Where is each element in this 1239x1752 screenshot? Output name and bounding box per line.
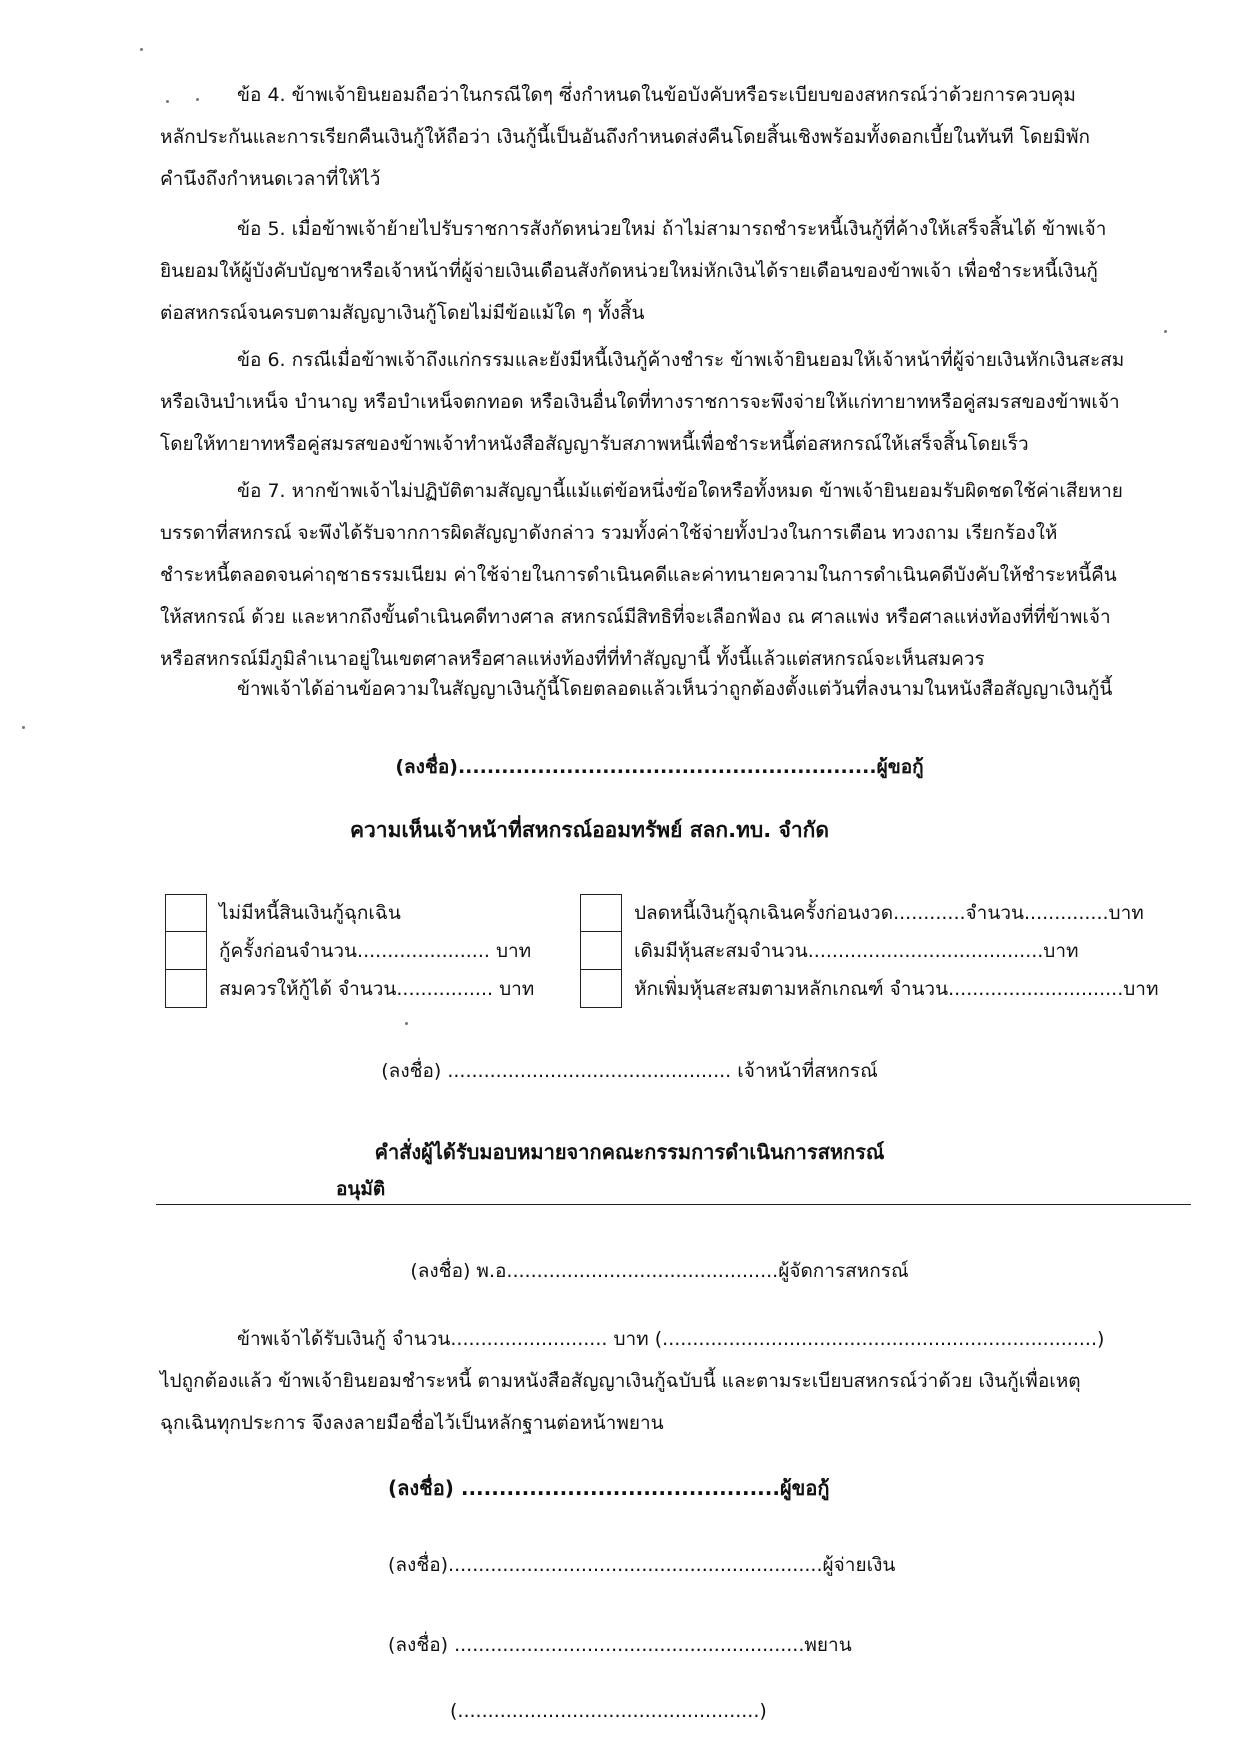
- borrower-final-signature: (ลงชื่อ) ..........................................ผู้ขอกู้: [388, 1476, 830, 1500]
- checkbox[interactable]: [165, 932, 207, 970]
- checkbox-label: กู้ครั้งก่อนจำนวน...................... บาท: [219, 940, 532, 962]
- witness-name-parenthesis: (..................................................): [450, 1700, 767, 1722]
- left-checkbox-group: [165, 894, 534, 1008]
- scan-speck: [1164, 330, 1167, 333]
- clause-line: ข้อ 5. เมื่อข้าพเจ้าย้ายไปรับราชการสังกัดหน่วยใหม่ ถ้าไม่สามารถชำระหนี้เงินกู้ที่ค้างให้เสร็จสิ้นได้ ข้าพเจ้า: [237, 218, 1107, 240]
- checkbox-label: เดิมมีหุ้นสะสมจำนวน.......................................บาท: [634, 940, 1079, 962]
- checkbox-row-extra-shares: [580, 970, 1159, 1008]
- checkbox[interactable]: [580, 970, 622, 1008]
- clause-line: ให้สหกรณ์ ด้วย และหากถึงขั้นดำเนินคดีทางศาล สหกรณ์มีสิทธิที่จะเลือกฟ้อง ณ ศาลแพ่ง หรือศาลแห่งท้องที่ที่ข้าพเจ้า: [160, 606, 1111, 628]
- clause-line: หรือสหกรณ์มีภูมิลำเนาอยู่ในเขตศาลหรือศาลแห่งท้องที่ที่ทำสัญญานี้ ทั้งนี้แล้วแต่สหกรณ์จะเห็นสมควร: [160, 648, 985, 670]
- checkbox-row-previous-loan: [165, 932, 534, 970]
- clause-5: [160, 208, 1200, 334]
- clause-line: ข้อ 6. กรณีเมื่อข้าพเจ้าถึงแก่กรรมและยังมีหนี้เงินกู้ค้างชำระ ข้าพเจ้ายินยอมให้เจ้าหน้าที่ผู้จ่ายเงินหักเงินสะสม: [237, 349, 1125, 371]
- checkbox[interactable]: [165, 970, 207, 1008]
- clause-line: หรือเงินบำเหน็จ บำนาญ หรือบำเหน็จตกทอด หรือเงินอื่นใดที่ทางราชการจะพึงจ่ายให้แก่ทายาทหรือคู่สมรสของข้าพเจ้า: [160, 391, 1120, 413]
- clause-line: ข้อ 4. ข้าพเจ้ายินยอมถือว่าในกรณีใดๆ ซึ่งกำหนดในข้อบังคับหรือระเบียบของสหกรณ์ว่าด้วยการควบคุม: [237, 84, 1076, 106]
- receipt-line: ไปถูกต้องแล้ว ข้าพเจ้ายินยอมชำระหนี้ ตามหนังสือสัญญาเงินกู้ฉบับนี้ และตามระเบียบสหกรณ์ว่าด้วย เงินกู้เพื่อเหตุ: [160, 1370, 1081, 1392]
- approval-rule: [156, 1204, 1191, 1205]
- checkbox-label: ปลดหนี้เงินกู้ฉุกเฉินครั้งก่อนงวด............จำนวน..............บาท: [634, 902, 1144, 924]
- clause-line: ต่อสหกรณ์จนครบตามสัญญาเงินกู้โดยไม่มีข้อแม้ใด ๆ ทั้งสิ้น: [160, 302, 645, 324]
- clause-line: บรรดาที่สหกรณ์ จะพึงได้รับจากการผิดสัญญาดังกล่าว รวมทั้งค่าใช้จ่ายทั้งปวงในการเตือน ทวงถาม เรียกร้องให้: [160, 522, 1058, 544]
- checkbox[interactable]: [580, 894, 622, 932]
- checkbox-label: หักเพิ่มหุ้นสะสมตามหลักเกณฑ์ จำนวน.............................บาท: [634, 978, 1159, 1000]
- acknowledgement-text: ข้าพเจ้าได้อ่านข้อความในสัญญาเงินกู้นี้โดยตลอดแล้วเห็นว่าถูกต้องตั้งแต่วันที่ลงนามในหนังสือสัญญาเงินกู้นี้: [237, 678, 1113, 700]
- acknowledgement: [160, 668, 1200, 710]
- clause-6: [160, 339, 1200, 465]
- right-checkbox-group: [580, 894, 1159, 1008]
- checkbox-row-no-debt: [165, 894, 534, 932]
- clause-7: [160, 470, 1200, 680]
- scan-speck: [22, 726, 25, 729]
- checkbox-label: สมควรให้กู้ได้ จำนวน................ บาท: [219, 978, 535, 1000]
- clause-line: คำนึงถึงกำหนดเวลาที่ให้ไว้: [160, 168, 381, 190]
- officer-opinion-title: ความเห็นเจ้าหน้าที่สหกรณ์ออมทรัพย์ สลก.ทบ. จำกัด: [349, 818, 830, 842]
- receipt-paragraph: [160, 1318, 1200, 1444]
- checkbox-label: ไม่มีหนี้สินเงินกู้ฉุกเฉิน: [219, 902, 401, 924]
- clause-line: ชำระหนี้ตลอดจนค่าฤชาธรรมเนียม ค่าใช้จ่ายในการดำเนินคดีและค่าทนายความในการดำเนินคดีบังคับให้ชำระหนี้คืน: [160, 564, 1117, 586]
- receipt-line: ฉุกเฉินทุกประการ จึงลงลายมือชื่อไว้เป็นหลักฐานต่อหน้าพยาน: [160, 1412, 664, 1434]
- payer-signature: (ลงชื่อ)..............................................................ผู้จ่ายเงิน: [388, 1554, 896, 1576]
- scan-speck: [196, 98, 199, 101]
- scan-speck: [166, 100, 169, 103]
- order-title: คำสั่งผู้ได้รับมอบหมายจากคณะกรรมการดำเนินการสหกรณ์: [374, 1140, 885, 1164]
- scan-speck: [140, 48, 143, 51]
- approve-label: อนุมัติ: [336, 1178, 386, 1200]
- scan-speck: [405, 1022, 408, 1025]
- checkbox-row-existing-shares: [580, 932, 1159, 970]
- clause-line: โดยให้ทายาทหรือคู่สมรสของข้าพเจ้าทำหนังสือสัญญารับสภาพหนี้เพื่อชำระหนี้ต่อสหกรณ์ให้เสร็จสิ้นโดยเร็ว: [160, 433, 1029, 455]
- witness-signature: (ลงชื่อ) ..........................................................พยาน: [388, 1634, 852, 1656]
- checkbox-row-approve-amount: [165, 970, 534, 1008]
- checkbox[interactable]: [580, 932, 622, 970]
- manager-signature-line: (ลงชื่อ) พ.อ.............................................ผู้จัดการสหกรณ์: [410, 1260, 909, 1282]
- officer-signature-line: (ลงชื่อ) ............................................... เจ้าหน้าที่สหกรณ์: [381, 1060, 878, 1082]
- clause-line: หลักประกันและการเรียกคืนเงินกู้ให้ถือว่า เงินกู้นี้เป็นอันถึงกำหนดส่งคืนโดยสิ้นเชิงพร้อมทั้งดอกเบี้ยในทันที โดยมิพัก: [160, 126, 1090, 148]
- clause-4: [160, 74, 1200, 200]
- borrower-signature-line: (ลงชื่อ)..........................................................ผู้ขอกู้: [395, 756, 924, 778]
- clause-line: ยินยอมให้ผู้บังคับบัญชาหรือเจ้าหน้าที่ผู้จ่ายเงินเดือนสังกัดหน่วยใหม่หักเงินได้รายเดือนของข้าพเจ้า เพื่อชำระหนี้เงินกู้: [160, 260, 1098, 282]
- clause-line: ข้อ 7. หากข้าพเจ้าไม่ปฏิบัติตามสัญญานี้แม้แต่ข้อหนึ่งข้อใดหรือทั้งหมด ข้าพเจ้ายินยอมรับผิดชดใช้ค่าเสียหาย: [237, 480, 1123, 502]
- checkbox[interactable]: [165, 894, 207, 932]
- receipt-line: ข้าพเจ้าได้รับเงินกู้ จำนวน.......................... บาท (........................................................................): [237, 1328, 1105, 1350]
- checkbox-row-clear-debt: [580, 894, 1159, 932]
